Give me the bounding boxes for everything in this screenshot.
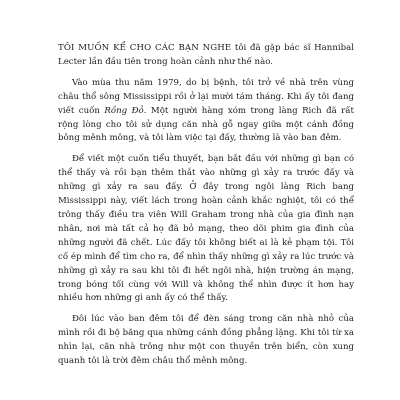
book-title: Rồng Đỏ xyxy=(104,105,144,116)
opening-small-caps: TÔI MUỐN KỂ CHO CÁC BẠN NGHE xyxy=(58,43,232,53)
paragraph-3: Để viết một cuốn tiểu thuyết, bạn bắt đầu với những gì bạn có thể thấy và rồi bạn thêm thắt vào những gì xảy ra trước đấy và những gì xảy ra sau đấy. Ở đây trong ngôi làng Rich bang Mississippi này, viết lách trong hoàn cảnh khắc nghiệt, tôi có thể trông thấy điều tra viên Will Graham trong nhà của gia đình nạn nhân, nơi mà tất cả họ đã bỏ mạng, theo dõi phim gia đình của những người đã chết. Lúc đấy tôi không biết ai là kẻ phạm tội. Tôi cố ép mình để tìm cho ra, để nhìn thấy những gì xảy ra lúc trước và những gì xảy ra sau khi tôi đi hết ngôi nhà, hiện trường án mạng, trong bóng tối cùng với Will và không thể nhìn được ít hơn hay nhiều hơn những gì anh ấy có thể thấy. xyxy=(58,154,354,304)
paragraph-2 xyxy=(58,77,354,147)
paragraph-2-after: . Một người hàng xóm trong làng Rich đã rất rộng lòng cho tôi sử dụng căn nhà gỗ ngay giữa một cánh đồng bông mênh mông, và tôi làm việc tại đấy, thường là vào ban đêm. xyxy=(58,105,354,144)
paragraph-2-before: Vào mùa thu năm 1979, do bị bệnh, tôi trở về nhà trên vùng châu thổ sông Mississippi rồi ở lại mười tám tháng. Khi ấy tôi đang viết cuốn xyxy=(58,77,354,116)
paragraph-1 xyxy=(58,42,354,70)
body-text xyxy=(58,42,354,369)
paragraph-1-rest: tôi đã gặp bác sĩ Hannibal Lecter lần đầu tiên trong hoàn cảnh như thế nào. xyxy=(58,43,354,67)
paragraph-4: Đôi lúc vào ban đêm tôi để đèn sáng trong căn nhà nhỏ của mình rồi đi bộ băng qua những cánh đồng phẳng lặng. Khi tôi từ xa nhìn lại, căn nhà trông như một con thuyền trên biển, còn xung quanh tôi là trời đêm châu thổ mênh mông. xyxy=(58,314,354,367)
